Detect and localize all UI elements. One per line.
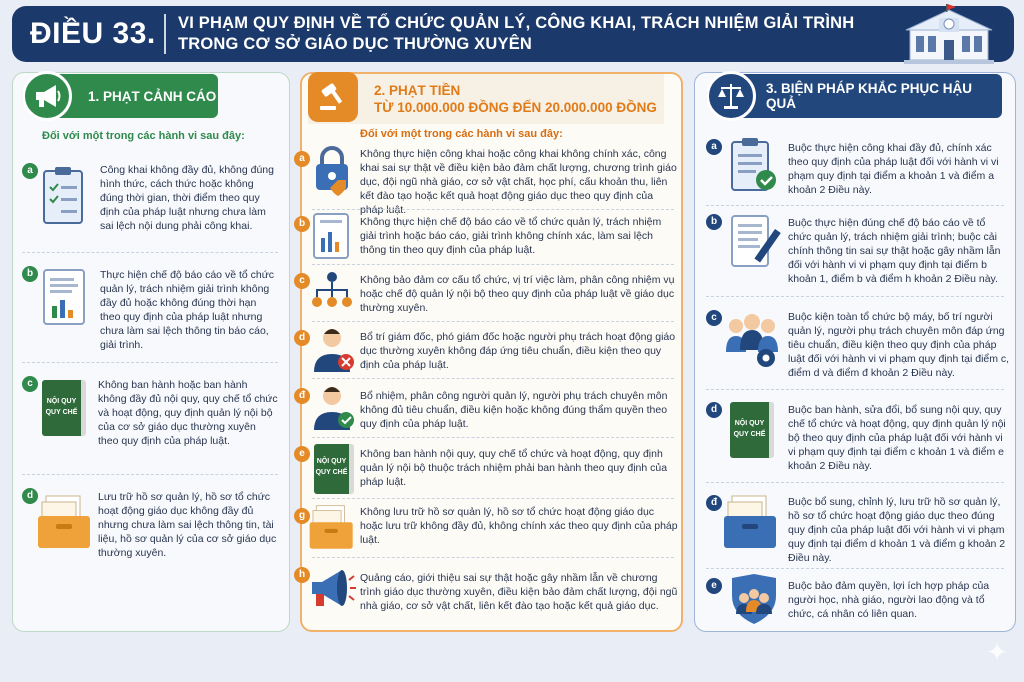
fine-item-e-text: Không ban hành nội quy, quy chế tổ chức và hoạt động, quy định quản lý nội bộ thuộc trách nhiệm phải ban hành theo quy định của pháp luật.	[360, 448, 668, 488]
item-letter: e	[706, 578, 722, 594]
divider	[706, 568, 1004, 569]
rules-book-icon: NỘI QUY QUY CHẾ	[42, 380, 86, 436]
divider	[22, 474, 278, 475]
remedy-item-a-text: Buộc thực hiện công khai đầy đủ, chính xác theo quy định của pháp luật đối với hành vi vi phạm quy định tại điểm a khoản 1 và điểm a khoản 2 Điều này.	[788, 142, 999, 196]
warning-item-a-text: Công khai không đầy đủ, không đúng hình thức, cách thức hoặc không đúng thời gian, thời điểm theo quy định của pháp luật nhưng chưa làm sai lệch nội dung phải công khai.	[100, 164, 274, 232]
warning-item-d-text: Lưu trữ hồ sơ quản lý, hồ sơ tổ chức hoạt động giáo dục không đầy đủ nhưng chưa làm sai lệch thông tin, tài liệu, hồ sơ quản lý của cơ sở giáo dục thường xuyên.	[98, 491, 277, 559]
person-approved-icon	[312, 384, 356, 432]
clipboard-check-icon	[728, 136, 780, 196]
remedy-item-e-text: Buộc bảo đảm quyền, lợi ích hợp pháp của người học, nhà giáo, người lao động và tổ chức, cá nhân có liên quan.	[788, 580, 990, 620]
report-bars-icon	[312, 212, 352, 260]
header-divider	[164, 14, 166, 54]
team-gear-icon	[722, 312, 782, 370]
divider	[312, 437, 674, 438]
fine-item-g-text: Không lưu trữ hồ sơ quản lý, hồ sơ tổ chức hoạt động giáo dục hoặc lưu trữ không đầy đủ, không chính xác theo quy định của pháp luật.	[360, 506, 678, 546]
remedy-item-dd-text: Buộc bổ sung, chỉnh lý, lưu trữ hồ sơ quản lý, hồ sơ tổ chức hoạt động giáo dục theo đúng quy định của pháp luật đối với hành vi vi phạm quy định tại điểm d khoản 1 và điểm g khoản 2 Điều này.	[788, 496, 1006, 564]
item-letter: e	[294, 446, 310, 462]
item-letter: d	[706, 402, 722, 418]
fine-heading-line-2: TỪ 10.000.000 ĐỒNG ĐẾN 20.000.000 ĐỒNG	[374, 100, 657, 115]
item-letter: c	[22, 376, 38, 392]
item-letter: đ	[706, 495, 722, 511]
item-letter: h	[294, 567, 310, 583]
title-line-1: VI PHẠM QUY ĐỊNH VỀ TỔ CHỨC QUẢN LÝ, CÔNG KHAI, TRÁCH NHIỆM GIẢI TRÌNH	[178, 14, 855, 32]
gavel-icon	[308, 72, 358, 122]
divider	[312, 209, 674, 210]
fine-item-h-text: Quảng cáo, giới thiệu sai sự thật hoặc gây nhầm lẫn về chương trình giáo dục thường xuyên, điều kiện bảo đảm chất lượng, đội ngũ nhà giáo, cơ sở vật chất, liên kết đào tạo hoặc kết quả giáo dục.	[360, 572, 678, 612]
rules-book-icon: NỘI QUY QUY CHẾ	[314, 444, 354, 494]
school-building-icon	[894, 4, 1004, 66]
item-letter: a	[22, 163, 38, 179]
item-letter: b	[294, 216, 310, 232]
remedy-item-d-text: Buộc ban hành, sửa đổi, bổ sung nội quy, quy chế tổ chức và hoạt động, quy định quản lý nội bộ theo quy định của pháp luật đối với hành vi vi phạm quy định tại điểm c khoản 1 và điểm e khoản 2 Điều này.	[788, 404, 1006, 472]
fine-item-b-text: Không thực hiện chế độ báo cáo về tổ chức quản lý, trách nhiệm giải trình hoặc báo cáo, giải trình không chính xác, làm sai lệch thông tin theo quy định của pháp luật.	[360, 216, 662, 256]
fine-item-a-text: Không thực hiện công khai hoặc công khai không chính xác, công khai sai sự thật về điều kiện bảo đảm chất lượng, chương trình giáo dục, đội ngũ nhà giáo, cơ sở vật chất, học phí, cấu khoản thu, liên kết đào tạo hoặc kết quả hoạt động giáo dục theo quy định của pháp luật.	[360, 148, 677, 216]
document-folder-icon	[722, 494, 780, 552]
warning-item-b-text: Thực hiện chế độ báo cáo về tổ chức quản lý, trách nhiệm giải trình không đầy đủ hoặc không đúng thời hạn theo quy định của pháp luật nhưng chưa làm sai lệch thông tin báo cáo, giải trình.	[100, 269, 274, 351]
remedy-item-b-text: Buộc thực hiện đúng chế độ báo cáo về tổ chức quản lý, trách nhiệm giải trình; buộc cải chính thông tin sai sự thật hoặc gây nhầm lẫn đối với hành vi vi phạm quy định tại điểm b khoản 1, điểm b và điểm h khoản 2 Điều này.	[788, 217, 1001, 285]
rules-book-icon: NỘI QUY QUY CHẾ	[730, 402, 774, 458]
fine-item-dd-text: Bổ nhiệm, phân công người quản lý, người phụ trách chuyên môn không đủ tiêu chuẩn, điều kiện hoặc không đúng thẩm quyền theo quy định của pháp luật.	[360, 390, 668, 430]
remedy-item-c-text: Buộc kiện toàn tổ chức bộ máy, bố trí người quản lý, người phụ trách chuyên môn đáp ứng tiêu chuẩn, điều kiện theo quy định của pháp luật đối với hành vi vi phạm quy định tại điểm c, điểm d và điểm đ khoản 2 Điều này.	[788, 311, 1010, 379]
fine-intro: Đối với một trong các hành vi sau đây:	[360, 128, 563, 140]
header-bar	[12, 6, 1014, 62]
scales-icon	[706, 71, 756, 121]
lock-shield-icon	[310, 146, 354, 198]
item-letter: d	[22, 488, 38, 504]
fine-item-d-text: Bổ trí giám đốc, phó giám đốc hoặc người phụ trách hoạt động giáo dục thường xuyên không đáp ứng tiêu chuẩn, điều kiện theo quy định của pháp luật.	[360, 331, 676, 371]
fine-heading	[308, 74, 664, 124]
file-folder-icon	[36, 494, 94, 552]
divider	[312, 264, 674, 265]
divider	[312, 321, 674, 322]
divider	[22, 362, 278, 363]
shield-people-icon	[724, 574, 782, 626]
item-letter: a	[706, 139, 722, 155]
megaphone-icon	[22, 71, 72, 121]
warning-intro: Đối với một trong các hành vi sau đây:	[42, 130, 245, 142]
divider	[706, 205, 1004, 206]
loudspeaker-icon	[306, 566, 356, 612]
divider	[706, 296, 1004, 297]
fine-item-c-text: Không bảo đảm cơ cấu tổ chức, vị trí việc làm, phân công nhiệm vụ hoặc chế độ quản lý nội bộ theo quy định của pháp luật về giáo dục thường xuyên.	[360, 274, 675, 314]
sparkle-icon: ✦	[986, 637, 1008, 667]
item-letter: g	[294, 508, 310, 524]
org-chart-icon	[310, 270, 354, 314]
item-letter: đ	[294, 388, 310, 404]
divider	[706, 482, 1004, 483]
divider	[706, 389, 1004, 390]
item-letter: c	[706, 310, 722, 326]
title-line-2: TRONG CƠ SỞ GIÁO DỤC THƯỜNG XUYÊN	[178, 35, 533, 53]
checklist-clipboard-icon	[40, 165, 92, 229]
warning-item-c-text: Không ban hành hoặc ban hành không đầy đủ nội quy, quy chế tổ chức và hoạt động, quy định quản lý nội bộ của cơ sở giáo dục thường xuyên theo quy định của pháp luật.	[98, 379, 278, 447]
page-title	[178, 13, 854, 55]
item-letter: b	[706, 214, 722, 230]
item-letter: b	[22, 266, 38, 282]
fine-heading-line-1: 2. PHẠT TIỀN	[374, 83, 461, 98]
divider	[312, 498, 674, 499]
warning-heading-label: 1. PHẠT CẢNH CÁO	[88, 88, 217, 104]
item-letter: c	[294, 273, 310, 289]
divider	[312, 557, 674, 558]
article-number: ĐIỀU 33.	[30, 17, 156, 50]
divider	[312, 378, 674, 379]
report-chart-icon	[40, 268, 90, 330]
item-letter: d	[294, 330, 310, 346]
item-letter: a	[294, 151, 310, 167]
divider	[22, 252, 278, 253]
person-rejected-icon	[312, 326, 356, 374]
document-pen-icon	[728, 214, 784, 274]
file-folder-icon	[308, 504, 356, 552]
remedy-heading-label: 3. BIỆN PHÁP KHẮC PHỤC HẬU QUẢ	[766, 81, 973, 111]
